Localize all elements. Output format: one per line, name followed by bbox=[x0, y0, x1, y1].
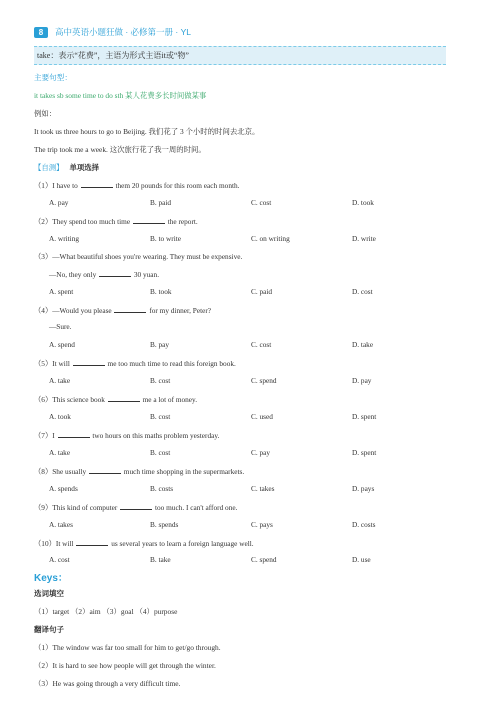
option-c: C. cost bbox=[251, 340, 272, 349]
option-a: A. spends bbox=[49, 484, 78, 493]
question-7 bbox=[34, 430, 446, 441]
option-b: B. cost bbox=[150, 448, 171, 457]
page-header bbox=[34, 24, 446, 40]
question-text-before: —No, they only bbox=[49, 270, 97, 279]
keys-translation-3: （3）He was going through a very difficult time. bbox=[34, 679, 181, 688]
option-c: C. spend bbox=[251, 376, 277, 385]
keys-translation-2: （2）It is hard to see how people will get through the winter. bbox=[34, 661, 216, 670]
question-number: （3） bbox=[34, 252, 53, 261]
example-1: It took us three hours to go to Beijing. 我们花了 3 个小时的时间去北京。 bbox=[34, 127, 260, 136]
option-a: A. take bbox=[49, 448, 71, 457]
question-number: （2） bbox=[34, 217, 53, 226]
option-a: A. took bbox=[49, 412, 71, 421]
option-a: A. cost bbox=[49, 555, 70, 564]
answer-blank bbox=[114, 305, 146, 313]
option-b: B. costs bbox=[150, 484, 174, 493]
option-d: D. use bbox=[352, 555, 371, 564]
question-text-after: two hours on this maths problem yesterday. bbox=[92, 431, 220, 440]
example-2: The trip took me a week. 这次旅行花了我一周的时间。 bbox=[34, 145, 206, 154]
option-a: A. takes bbox=[49, 520, 73, 529]
question-4 bbox=[34, 305, 446, 316]
question-text-before: It will bbox=[55, 539, 74, 548]
self-test-title: 单项选择 bbox=[69, 163, 100, 172]
answer-blank bbox=[81, 180, 113, 188]
question-5 bbox=[34, 358, 446, 369]
self-test-heading bbox=[34, 162, 99, 173]
question-number: （10） bbox=[34, 539, 56, 548]
answer-blank bbox=[73, 358, 105, 366]
option-d: D. pay bbox=[352, 376, 372, 385]
option-a: A. pay bbox=[49, 198, 69, 207]
option-a: A. spend bbox=[49, 340, 75, 349]
page-number: 8 bbox=[34, 27, 48, 38]
option-c: C. used bbox=[251, 412, 273, 421]
question-10 bbox=[34, 538, 446, 549]
question-8 bbox=[34, 466, 446, 477]
pattern-sentence: it takes sb some time to do sth 某人花费多长时间做某事 bbox=[34, 91, 207, 100]
keys-section-1-answers: （1）target （2）aim （3）goal （4）purpose bbox=[34, 607, 178, 616]
option-d: D. spent bbox=[352, 412, 377, 421]
option-d: D. pays bbox=[352, 484, 375, 493]
answer-blank bbox=[99, 269, 131, 277]
option-c: C. cost bbox=[251, 198, 272, 207]
answer-blank bbox=[133, 216, 165, 224]
answer-blank bbox=[89, 466, 121, 474]
question-text-after: me too much time to read this foreign book. bbox=[107, 359, 236, 368]
question-text-before: They spend too much time bbox=[52, 217, 131, 226]
answer-blank bbox=[58, 430, 90, 438]
option-a: A. writing bbox=[49, 234, 79, 243]
note-box: take：表示“花费”，主语为形式主语it或“物” bbox=[34, 46, 446, 65]
question-text-after: me a lot of money. bbox=[142, 395, 198, 404]
question-text-after: too much. I can't afford one. bbox=[154, 503, 238, 512]
question-4-reply: —Sure. bbox=[49, 322, 72, 331]
keys-title: Keys： bbox=[34, 573, 68, 584]
answer-blank bbox=[120, 502, 152, 510]
option-c: C. paid bbox=[251, 287, 273, 296]
question-text-before: It will bbox=[52, 359, 70, 368]
question-number: （7） bbox=[34, 431, 53, 440]
question-text-after: for my dinner, Peter? bbox=[149, 306, 212, 315]
question-text: —What beautiful shoes you're wearing. They must be expensive. bbox=[52, 252, 243, 261]
option-d: D. write bbox=[352, 234, 376, 243]
question-number: （1） bbox=[34, 181, 53, 190]
question-text-before: I have to bbox=[52, 181, 78, 190]
question-3 bbox=[34, 252, 446, 262]
question-9 bbox=[34, 502, 446, 513]
self-test-tag: 【自测】 bbox=[34, 163, 64, 172]
question-number: （5） bbox=[34, 359, 53, 368]
option-a: A. spent bbox=[49, 287, 74, 296]
patterns-title: 主要句型： bbox=[34, 73, 72, 82]
option-d: D. cost bbox=[352, 287, 373, 296]
question-text-before: This kind of computer bbox=[52, 503, 118, 512]
option-d: D. take bbox=[352, 340, 374, 349]
question-number: （4） bbox=[34, 306, 53, 315]
option-c: C. pay bbox=[251, 448, 271, 457]
option-b: B. to write bbox=[150, 234, 182, 243]
option-d: D. spent bbox=[352, 448, 377, 457]
option-b: B. cost bbox=[150, 376, 171, 385]
option-a: A. take bbox=[49, 376, 71, 385]
option-b: B. take bbox=[150, 555, 171, 564]
question-text-after: 30 yuan. bbox=[133, 270, 160, 279]
option-b: B. paid bbox=[150, 198, 172, 207]
question-text-before: This science book bbox=[52, 395, 105, 404]
keys-section-2-title: 翻译句子 bbox=[34, 625, 64, 634]
option-b: B. took bbox=[150, 287, 172, 296]
option-b: B. cost bbox=[150, 412, 171, 421]
option-b: B. spends bbox=[150, 520, 179, 529]
question-text-after: them 20 pounds for this room each month. bbox=[115, 181, 240, 190]
question-3-reply bbox=[49, 269, 446, 279]
question-number: （6） bbox=[34, 395, 53, 404]
question-text-after: much time shopping in the supermarkets. bbox=[123, 467, 245, 476]
answer-blank bbox=[76, 538, 108, 546]
keys-section-1-title: 选词填空 bbox=[34, 589, 64, 598]
question-text-before: I bbox=[52, 431, 55, 440]
question-text-after: the report. bbox=[167, 217, 198, 226]
question-text-before: —Would you please bbox=[52, 306, 112, 315]
option-c: C. spend bbox=[251, 555, 277, 564]
option-c: C. pays bbox=[251, 520, 273, 529]
question-text-after: us several years to learn a foreign language well. bbox=[111, 539, 254, 548]
example-label: 例如： bbox=[34, 109, 57, 118]
question-number: （8） bbox=[34, 467, 53, 476]
option-c: C. on writing bbox=[251, 234, 290, 243]
option-c: C. takes bbox=[251, 484, 275, 493]
option-d: D. costs bbox=[352, 520, 376, 529]
running-head: 高中英语小题狂做 · 必修第一册 · YL bbox=[55, 27, 192, 37]
option-d: D. took bbox=[352, 198, 374, 207]
question-6 bbox=[34, 394, 446, 405]
question-text-before: She usually bbox=[52, 467, 87, 476]
question-number: （9） bbox=[34, 503, 53, 512]
option-b: B. pay bbox=[150, 340, 170, 349]
question-1 bbox=[34, 180, 446, 191]
answer-blank bbox=[108, 394, 140, 402]
keys-translation-1: （1）The window was far too small for him to get/go through. bbox=[34, 643, 221, 652]
question-2 bbox=[34, 216, 446, 227]
